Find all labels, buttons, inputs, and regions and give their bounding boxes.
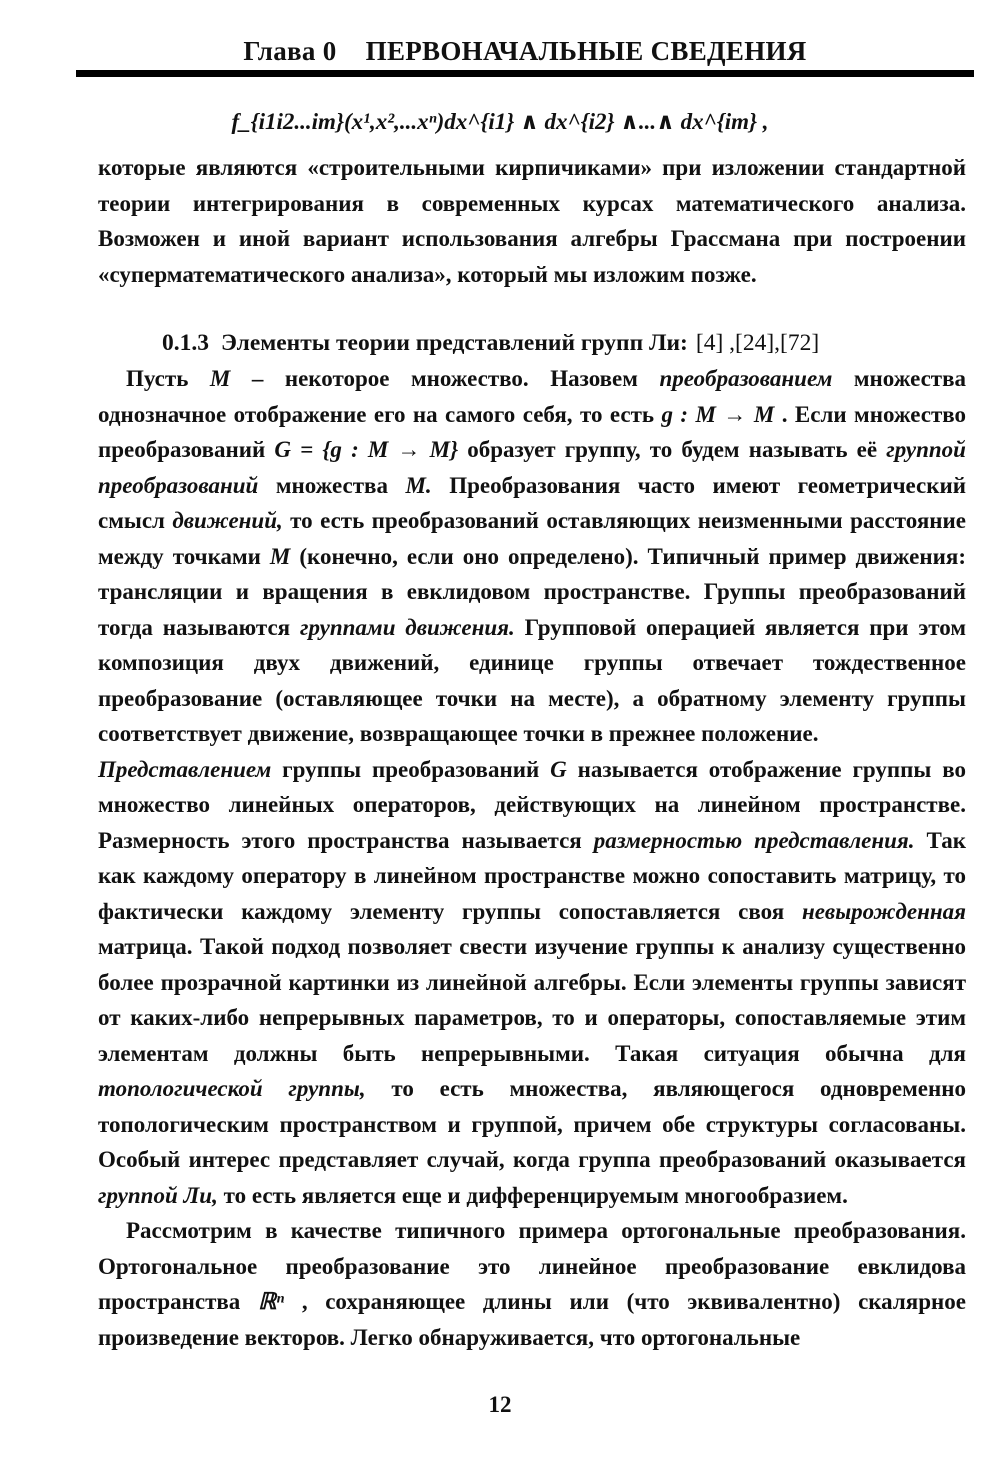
chapter-label: Глава 0 <box>243 36 337 66</box>
text-run: то есть множества, являющегося одновременно топологическим пространством и группой, причем обе структуры согласованы. Особый интерес представляет случай, когда группа преобразований оказывается <box>98 1076 966 1172</box>
math-expression: g : M → M <box>661 401 775 427</box>
paragraph-grassmann: которые являются «строительными кирпичиками» при изложении стандартной теории интегрирования в современных курсах математического анализа. Возможен и иной вариант использования алгебры Грассмана при построении «суперматематического анализа», который мы изложим позже. <box>98 155 966 287</box>
text-run: то есть является еще и дифференцируемым многообразием. <box>217 1182 848 1208</box>
paragraph-transformations <box>98 361 966 752</box>
text-run: множества однозначное отображение его на самого себя, то есть <box>98 366 967 427</box>
section-references: [4] ,[24],[72] <box>695 330 820 356</box>
math-symbol: M <box>209 366 231 391</box>
defined-term: группами движения. <box>299 614 515 640</box>
defined-term: преобразованием <box>659 366 833 391</box>
text-run: . Если множество преобразований <box>98 401 967 462</box>
defined-term: топологической группы, <box>98 1076 366 1101</box>
header-rule <box>76 70 974 77</box>
text-run: Групповой операцией является при этом композиция двух движений, единице группы отвечает тождественное преобразование (оставляющее точки на месте), а обратному элементу группы соответствует движение, возвращающее точки в прежнее положение. <box>98 614 967 746</box>
text-run: (конечно, если оно определено). Типичный пример движения: трансляции и вращения в евклидовом пространстве. Группы преобразований тогда называются <box>98 543 966 640</box>
math-symbol: M <box>269 543 291 569</box>
text-run: множества <box>258 472 406 498</box>
text-run: образует группу, то будем называть её <box>458 437 887 462</box>
spacer <box>98 292 966 325</box>
paragraph-representations <box>98 752 966 1214</box>
text-run: Рассмотрим в качестве типичного примера ортогональные преобразования. Ортогональное преобразование это линейное преобразование евклидова пространства <box>98 1218 966 1314</box>
text-run: группы преобразований <box>271 756 551 782</box>
defined-term: Представлением <box>98 756 272 782</box>
math-expression: G = {g : M → M} <box>274 437 459 462</box>
body-text <box>98 150 966 1355</box>
math-symbol: G <box>550 756 567 782</box>
text-run: Пусть <box>126 366 210 391</box>
text-run: матрица. Такой подход позволяет свести изучение группы к анализу существенно более прозрачной картинки из линейной алгебры. Если элементы группы зависят от каких-либо непрерывных параметров, то и операторы, сопоставляемые этим элементам должны быть непрерывными. Такая ситуация обычна для <box>98 934 966 1066</box>
section-title: Элементы теории представлений групп Ли: <box>221 330 688 356</box>
defined-term: размерностью представления. <box>593 827 915 853</box>
defined-term: группой Ли, <box>98 1182 218 1208</box>
defined-term: движений, <box>172 508 283 533</box>
section-number: 0.1.3 <box>162 330 209 356</box>
text-run: Так как каждому оператору в линейном пространстве можно сопоставить матрицу, то фактически каждому элементу группы сопоставляется своя <box>98 827 966 924</box>
defined-term: группой преобразований <box>98 437 966 498</box>
page-number: 12 <box>488 1392 512 1417</box>
math-symbol: M. <box>405 472 432 498</box>
paragraph-orthogonal <box>98 1213 966 1355</box>
chapter-title: ПЕРВОНАЧАЛЬНЫЕ СВЕДЕНИЯ <box>365 36 807 66</box>
text-run: , сохраняющее длины или (что эквивалентно) скалярное произведение векторов. Легко обнаруживается, что ортогональные <box>98 1289 966 1350</box>
text-run: – некоторое множество. Назовем <box>230 366 660 391</box>
math-symbol: ℝⁿ <box>257 1289 285 1314</box>
running-header <box>76 34 974 68</box>
text-run: то есть преобразований оставляющих неизменными расстояние между точками <box>98 508 966 569</box>
differential-form-formula: f_{i1i2...im}(x¹,x²,...xⁿ)dx^{i1} ∧ dx^{i2} ∧...∧ dx^{im} , <box>231 109 769 134</box>
text-run: называется отображение группы во множество линейных операторов, действующих на линейном пространстве. Размерность этого пространства называется <box>98 756 967 853</box>
defined-term: невырожденная <box>801 898 966 924</box>
text-run: Преобразования часто имеют геометрический смысл <box>98 472 966 533</box>
section-heading <box>98 325 966 361</box>
